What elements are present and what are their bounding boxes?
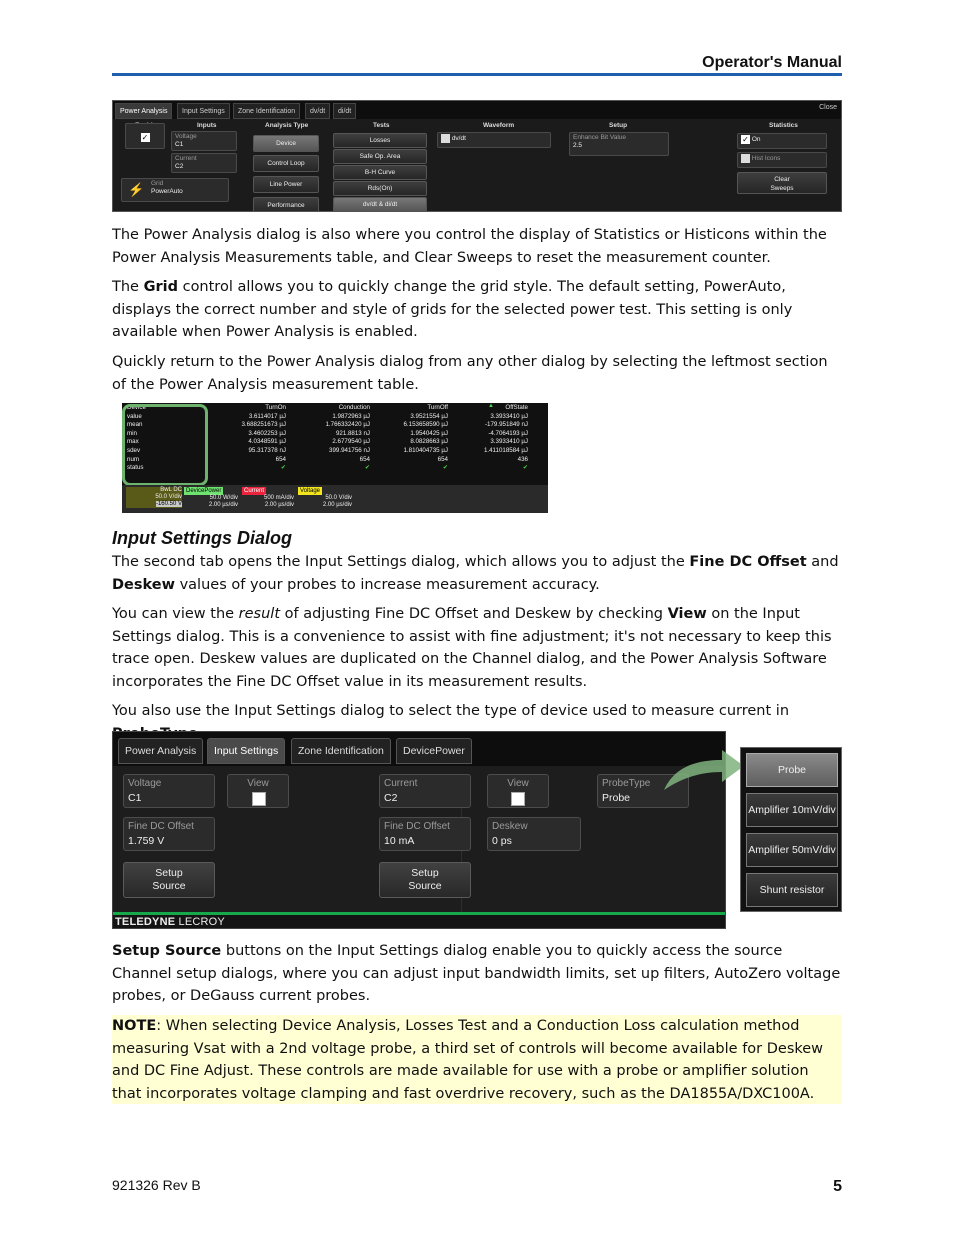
table-cell: 3.4602253 µJ <box>248 429 286 437</box>
table-cell: 654 <box>275 455 286 463</box>
paragraph-grid: The Grid control allows you to quickly change the grid style. The default setting, PowerAuto, displays the correct number and style of grids for the selected power test. This setting is only available when Power Analysis is enabled. <box>112 279 793 340</box>
voltage-field[interactable]: Voltage C1 <box>123 774 215 808</box>
table-cell: 2.6779540 µJ <box>332 438 370 446</box>
current-view-control[interactable]: View <box>487 774 549 808</box>
current-view-checkbox[interactable] <box>511 792 525 806</box>
table-cell: -179.951849 nJ <box>484 421 528 429</box>
brand-footer <box>113 912 725 928</box>
devicepower-descriptor: 50.0 W/div 2.00 µs/div <box>208 495 238 508</box>
table-cell: 3.9521554 µJ <box>410 412 448 420</box>
power-analysis-dialog-screenshot <box>112 100 842 212</box>
current-setup-source-button[interactable]: Setup Source <box>379 862 471 898</box>
table-cell: 1.9540425 µJ <box>410 429 448 437</box>
dialog-tab-bar <box>113 732 725 766</box>
test-safe-op-area[interactable]: Safe Op. Area <box>333 149 427 164</box>
row-label: min <box>127 429 137 437</box>
probetype-option-amplifier-50mv[interactable]: Amplifier 50mV/div <box>746 833 838 867</box>
table-cell: 1.411018584 µJ <box>483 447 528 454</box>
table-cell: 6.153658590 µJ <box>403 421 448 429</box>
deskew-field[interactable]: Deskew 0 ps <box>487 817 581 851</box>
row-label: max <box>127 438 139 446</box>
analysis-type-performance[interactable]: Performance <box>253 197 319 212</box>
leftmost-section-highlight <box>122 404 208 486</box>
document-number: 921326 Rev B <box>112 1177 201 1193</box>
measurement-table-screenshot <box>122 403 548 513</box>
waveform-dvdt-checkbox[interactable] <box>441 134 450 143</box>
test-bh-curve[interactable]: B-H Curve <box>333 165 427 180</box>
hist-icons-checkbox[interactable] <box>741 154 750 163</box>
row-label: mean <box>127 421 143 429</box>
trace-tag-current[interactable]: Current <box>244 488 265 494</box>
voltage-field[interactable]: Voltage C1 <box>171 131 237 151</box>
analysis-type-control-loop[interactable]: Control Loop <box>253 155 319 172</box>
statistics-heading: Statistics <box>769 122 798 129</box>
setup-heading: Setup <box>609 122 628 129</box>
hist-icons-option[interactable]: Hist Icons <box>737 152 827 168</box>
voltage-descriptor: 50.0 V/div 2.00 µs/div <box>322 495 352 508</box>
tab-dvdt[interactable]: dv/dt <box>305 103 330 119</box>
section-heading-input-settings: Input Settings Dialog <box>112 528 292 548</box>
status-check-icon: ✔ <box>442 464 448 472</box>
paragraph-statistics: The Power Analysis dialog is also where you control the display of Statistics or Histicons within the Power Analysis Measurements table, and Clear Sweeps to reset the measurement counter. <box>112 227 827 266</box>
table-cell: 921.8813 nJ <box>335 429 370 437</box>
tab-zone-identification[interactable]: Zone Identification <box>233 103 300 119</box>
test-losses[interactable]: Losses <box>333 133 427 148</box>
statistics-on-option[interactable]: ✓ On <box>737 133 827 149</box>
test-dvdt-didt[interactable]: dv/dt & di/dt <box>333 197 427 212</box>
tab-input-settings[interactable]: Input Settings <box>207 738 285 764</box>
table-cell: -4.7064193 µJ <box>488 429 528 437</box>
input-settings-dialog-screenshot <box>112 731 726 929</box>
c1-descriptor: BwL DC 50.0 V/div -160.50 V <box>126 487 182 508</box>
tab-power-analysis[interactable]: Power Analysis <box>118 738 203 764</box>
up-arrow-icon: ▲ <box>488 403 494 409</box>
row-label: num <box>127 455 140 463</box>
table-cell: 1.810404735 µJ <box>403 447 448 454</box>
paragraph-probetype: You also use the Input Settings dialog to select the type of device used to measure current in <box>112 703 790 719</box>
paragraph-setup-source: Setup Source buttons on the Input Settings dialog enable you to quickly access the source Channel setup dialogs, where you can adjust input bandwidth limits, set up filters, AutoZero voltage probes, or DeGauss current probes. <box>112 943 841 1004</box>
table-cell: 654 <box>437 455 448 463</box>
voltage-view-control[interactable]: View <box>227 774 289 808</box>
row-label: status <box>127 464 144 472</box>
pointer-arrow-icon <box>660 742 746 794</box>
note-box: NOTE: When selecting Device Analysis, Losses Test and a Conduction Loss calculation method measuring Vsat with a 2nd voltage probe, a third set of controls will become available for Deskew and DC Fine Adjust. These controls are made available for use with a probe or amplifier solution that incorporates voltage clamping and fast overdrive recovery, such as the DA1855A/DXC100A. <box>112 1015 842 1104</box>
trace-tag-voltage[interactable]: Voltage <box>300 488 321 494</box>
trace-descriptor-bar <box>122 485 548 513</box>
teledyne-lecroy-logo: TELEDYNE LECROY <box>115 916 225 928</box>
column-header: TurnOff <box>427 404 448 411</box>
table-cell: 399.941756 nJ <box>329 447 370 454</box>
enhance-bit-value-field[interactable]: Enhance Bit Value 2.5 <box>569 132 669 156</box>
analysis-type-heading: Analysis Type <box>265 122 309 129</box>
probetype-field[interactable]: ProbeType Probe <box>597 774 689 808</box>
table-cell: 1.766332420 µJ <box>325 421 370 429</box>
table-cell: 3.3933410 µJ <box>490 438 528 446</box>
table-cell: 436 <box>517 455 528 463</box>
page-number: 5 <box>833 1178 842 1195</box>
current-field[interactable]: Current C2 <box>379 774 471 808</box>
analysis-type-line-power[interactable]: Line Power <box>253 176 319 193</box>
table-cell: 8.0828663 µJ <box>410 438 448 446</box>
table-cell: 3.688251673 µJ <box>241 421 286 429</box>
header-rule <box>112 73 842 76</box>
grid-field[interactable]: ⚡ Grid PowerAuto <box>121 178 229 202</box>
waveform-heading: Waveform <box>483 122 515 129</box>
tab-zone-identification[interactable]: Zone Identification <box>291 738 391 764</box>
status-check-icon: ✔ <box>364 464 370 472</box>
status-check-icon: ✔ <box>280 464 286 472</box>
column-header: OffState <box>505 404 528 411</box>
table-cell: 4.0348591 µJ <box>248 438 286 446</box>
dialog-tab-bar <box>113 101 841 119</box>
inputs-heading: Inputs <box>197 122 217 129</box>
paragraph-return: Quickly return to the Power Analysis dialog from any other dialog by selecting the leftmost section of the Power Analysis measurement table. <box>112 354 828 393</box>
column-header: TurnOn <box>265 404 286 411</box>
voltage-setup-source-button[interactable]: Setup Source <box>123 862 215 898</box>
table-cell: 654 <box>359 455 370 463</box>
probetype-option-shunt-resistor[interactable]: Shunt resistor <box>746 873 838 907</box>
row-label: value <box>127 412 142 420</box>
paragraph-input-settings-intro: The second tab opens the Input Settings dialog, which allows you to adjust the Fine DC Offset and Deskew values of your probes to increase measurement accuracy. <box>112 554 839 593</box>
test-rds-on[interactable]: Rds(On) <box>333 181 427 196</box>
paragraph-view-result: You can view the result of adjusting Fine DC Offset and Deskew by checking View on the Input Settings dialog. This is a convenience to assist with fine adjustment; it's not necessary to keep this trace open. Deskew values are duplicated on the Channel dialog, and the Power Analysis Software incorporates the Fine DC Offset value in its measurement results. <box>112 606 832 690</box>
probetype-option-probe[interactable]: Probe <box>746 753 838 787</box>
probetype-option-amplifier-10mv[interactable]: Amplifier 10mV/div <box>746 793 838 827</box>
enable-checkbox[interactable]: ✓ <box>141 133 149 142</box>
tab-input-settings[interactable]: Input Settings <box>177 103 230 119</box>
table-cell: 3.6114017 µJ <box>248 412 286 420</box>
voltage-fine-dc-offset-field[interactable]: Fine DC Offset 1.759 V <box>123 817 215 851</box>
statistics-on-checkbox[interactable]: ✓ <box>742 135 749 144</box>
current-field[interactable]: Current C2 <box>171 153 237 173</box>
current-descriptor: 500 mA/div 2.00 µs/div <box>263 495 294 508</box>
running-header-title: Operator's Manual <box>702 54 842 71</box>
analysis-type-device[interactable]: Device <box>253 135 319 152</box>
lightning-icon: ⚡ <box>128 182 145 197</box>
table-cell: 3.3933410 µJ <box>490 412 528 420</box>
status-check-icon: ✔ <box>522 464 528 472</box>
row-label: Device <box>127 404 146 411</box>
table-cell: 95.317378 nJ <box>248 447 286 454</box>
current-fine-dc-offset-field[interactable]: Fine DC Offset 10 mA <box>379 817 471 851</box>
tab-didt[interactable]: di/dt <box>333 103 356 119</box>
voltage-view-checkbox[interactable] <box>252 792 266 806</box>
row-label: sdev <box>127 447 141 454</box>
tab-devicepower[interactable]: DevicePower <box>396 738 472 764</box>
probetype-menu <box>740 747 842 912</box>
enable-control[interactable] <box>125 123 165 149</box>
close-button[interactable]: Close <box>819 104 837 111</box>
table-cell: 1.9872963 µJ <box>332 412 370 420</box>
tests-heading: Tests <box>373 122 390 129</box>
column-header: Conduction <box>338 404 370 411</box>
waveform-dvdt-option[interactable]: dv/dt <box>437 132 551 148</box>
tab-power-analysis[interactable]: Power Analysis <box>115 103 172 119</box>
trace-tag-devicepower[interactable]: DevicePower <box>186 488 222 494</box>
clear-sweeps-button[interactable]: Clear Sweeps <box>737 172 827 194</box>
